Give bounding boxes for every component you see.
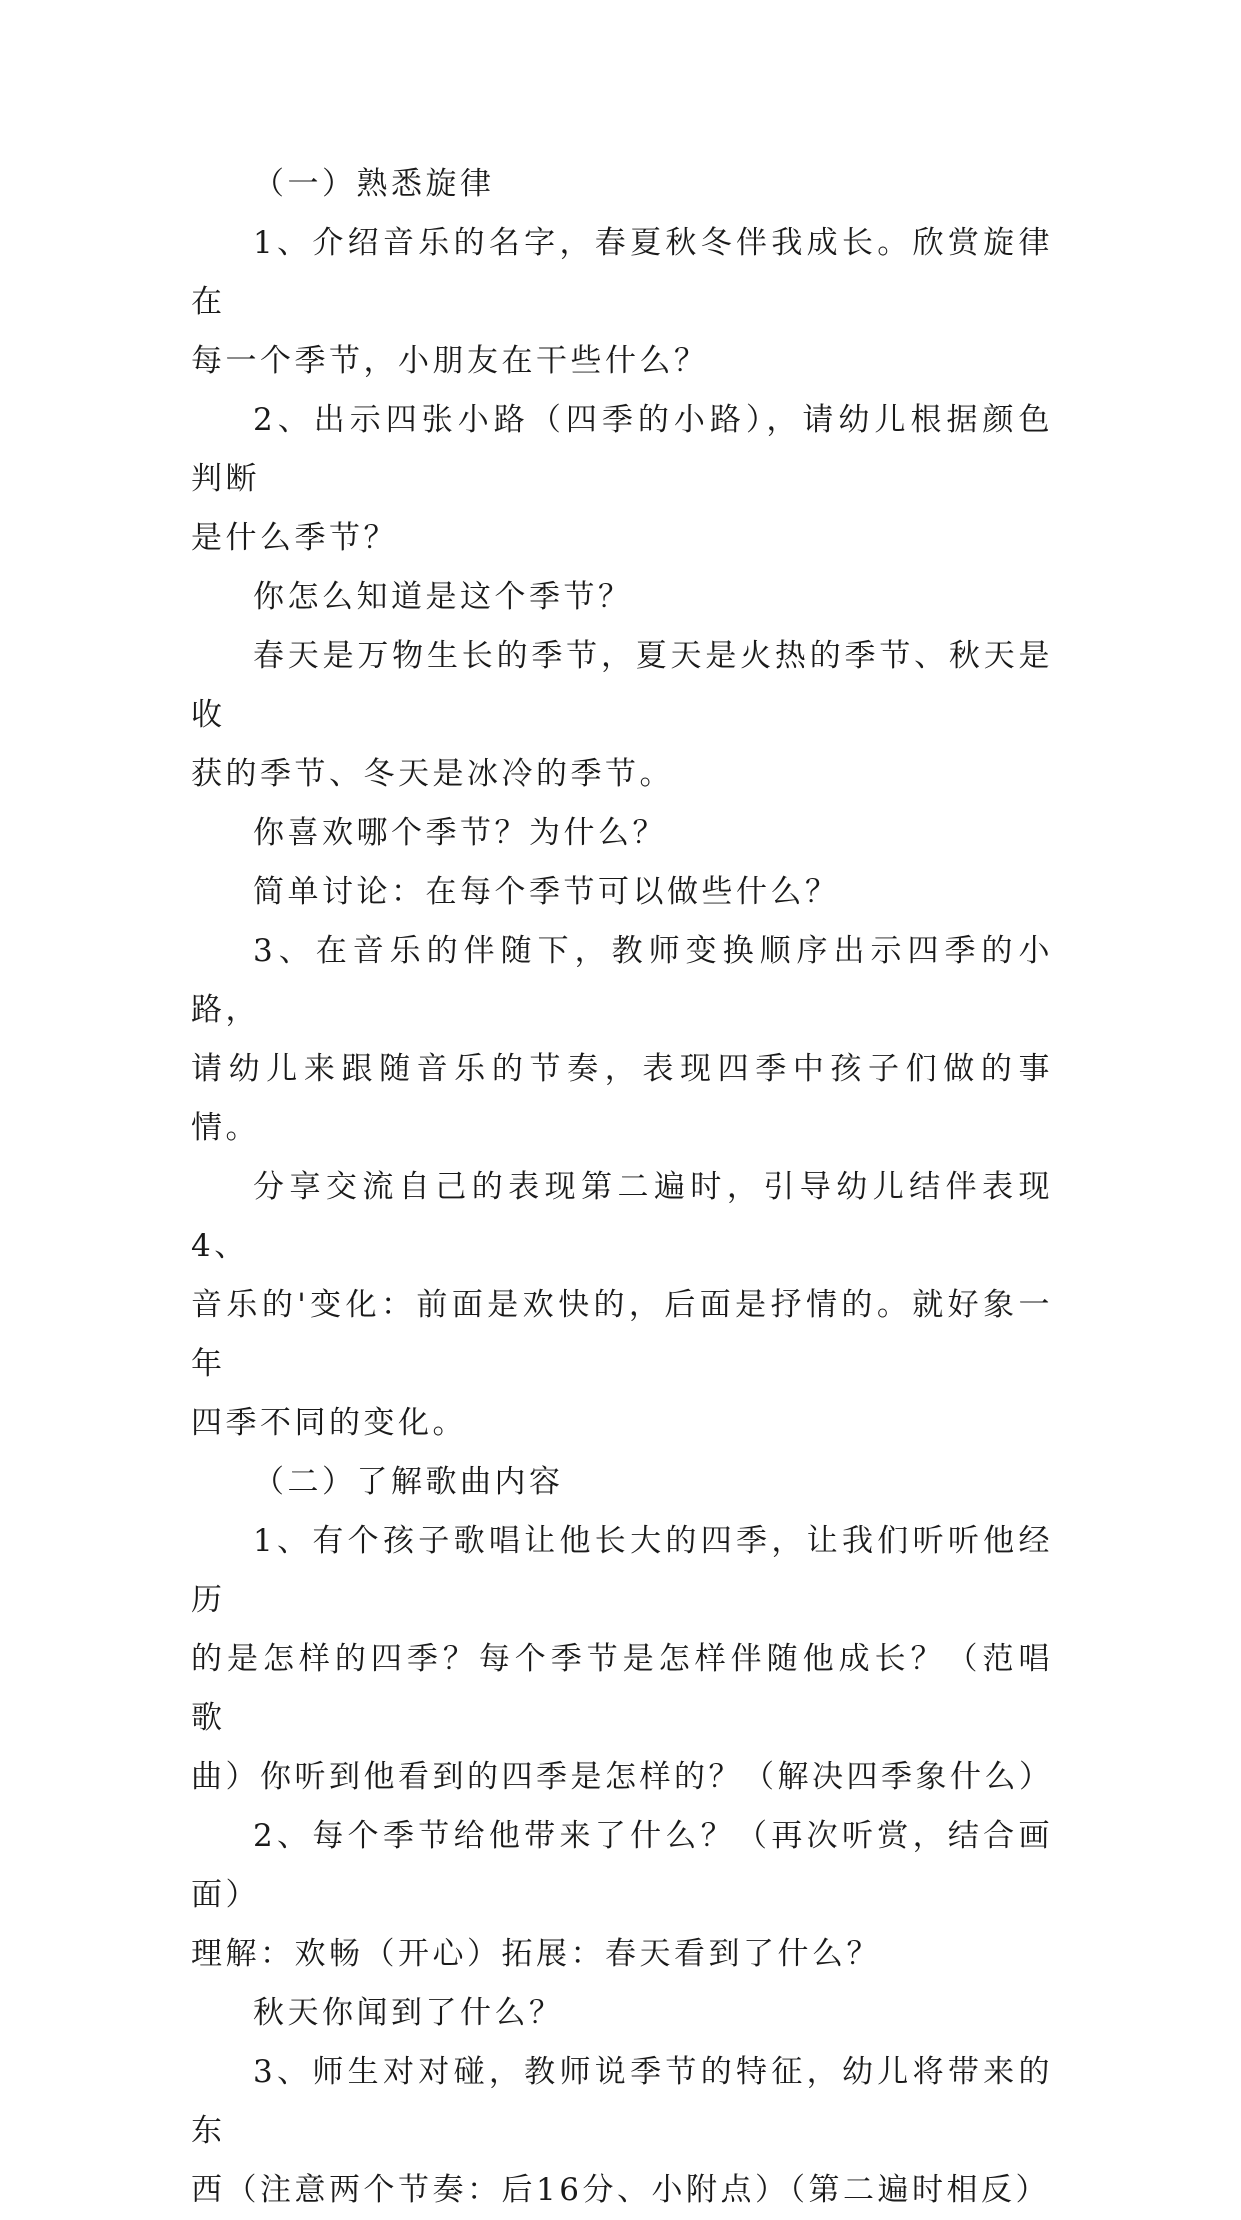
text-line: （二）了解歌曲内容 — [253, 1464, 564, 1500]
text-line: 理解：欢畅（开心）拓展：春天看到了什么？ — [191, 1936, 881, 1972]
paragraph — [191, 1984, 1053, 2043]
text-line: 2、每个季节给他带来了什么？（再次听赏，结合画面） — [191, 1818, 1053, 1913]
text-line: 分享交流自己的表现第二遍时，引导幼儿结伴表现4、 — [191, 1169, 1053, 1264]
paragraph — [191, 568, 1053, 627]
paragraph — [191, 627, 1053, 804]
text-line: 音乐的'变化：前面是欢快的，后面是抒情的。就好象一年 — [191, 1287, 1053, 1382]
text-line: 是什么季节？ — [191, 520, 398, 556]
text-line: 春天是万物生长的季节，夏天是火热的季节、秋天是收 — [191, 638, 1053, 733]
document-body — [191, 155, 1053, 2220]
paragraph — [191, 1158, 1053, 1453]
text-line: 你怎么知道是这个季节？ — [253, 579, 633, 615]
section-heading — [191, 1453, 1053, 1512]
paragraph — [191, 391, 1053, 568]
text-line: 请幼儿来跟随音乐的节奏，表现四季中孩子们做的事情。 — [191, 1051, 1053, 1146]
text-line: 2、出示四张小路（四季的小路），请幼儿根据颜色判断 — [191, 402, 1053, 497]
text-line: （一）熟悉旋律 — [253, 166, 495, 202]
text-line: 曲）你听到他看到的四季是怎样的？（解决四季象什么） — [191, 1759, 1054, 1795]
section-heading — [191, 155, 1053, 214]
text-line: 获的季节、冬天是冰冷的季节。 — [191, 756, 674, 792]
text-line: 1、有个孩子歌唱让他长大的四季，让我们听听他经历 — [191, 1523, 1053, 1618]
text-line: 你喜欢哪个季节？为什么？ — [253, 815, 667, 851]
text-line: 3、师生对对碰，教师说季节的特征，幼儿将带来的东 — [191, 2054, 1053, 2149]
text-line: 每一个季节，小朋友在干些什么？ — [191, 343, 709, 379]
text-line: 四季不同的变化。 — [191, 1405, 467, 1441]
paragraph — [191, 1512, 1053, 1807]
paragraph — [191, 214, 1053, 391]
text-line: 3、在音乐的伴随下，教师变换顺序出示四季的小路， — [191, 933, 1053, 1028]
text-line: 的是怎样的四季？每个季节是怎样伴随他成长？（范唱歌 — [191, 1641, 1053, 1736]
text-line: 西（注意两个节奏：后16分、小附点）（第二遍时相反） — [191, 2172, 1050, 2208]
paragraph — [191, 1807, 1053, 1984]
paragraph — [191, 2043, 1053, 2220]
text-line: 秋天你闻到了什么？ — [253, 1995, 564, 2031]
text-line: 简单讨论：在每个季节可以做些什么？ — [253, 874, 840, 910]
paragraph — [191, 804, 1053, 863]
text-line: 1、介绍音乐的名字，春夏秋冬伴我成长。欣赏旋律在 — [191, 225, 1053, 320]
paragraph — [191, 863, 1053, 922]
paragraph — [191, 922, 1053, 1158]
